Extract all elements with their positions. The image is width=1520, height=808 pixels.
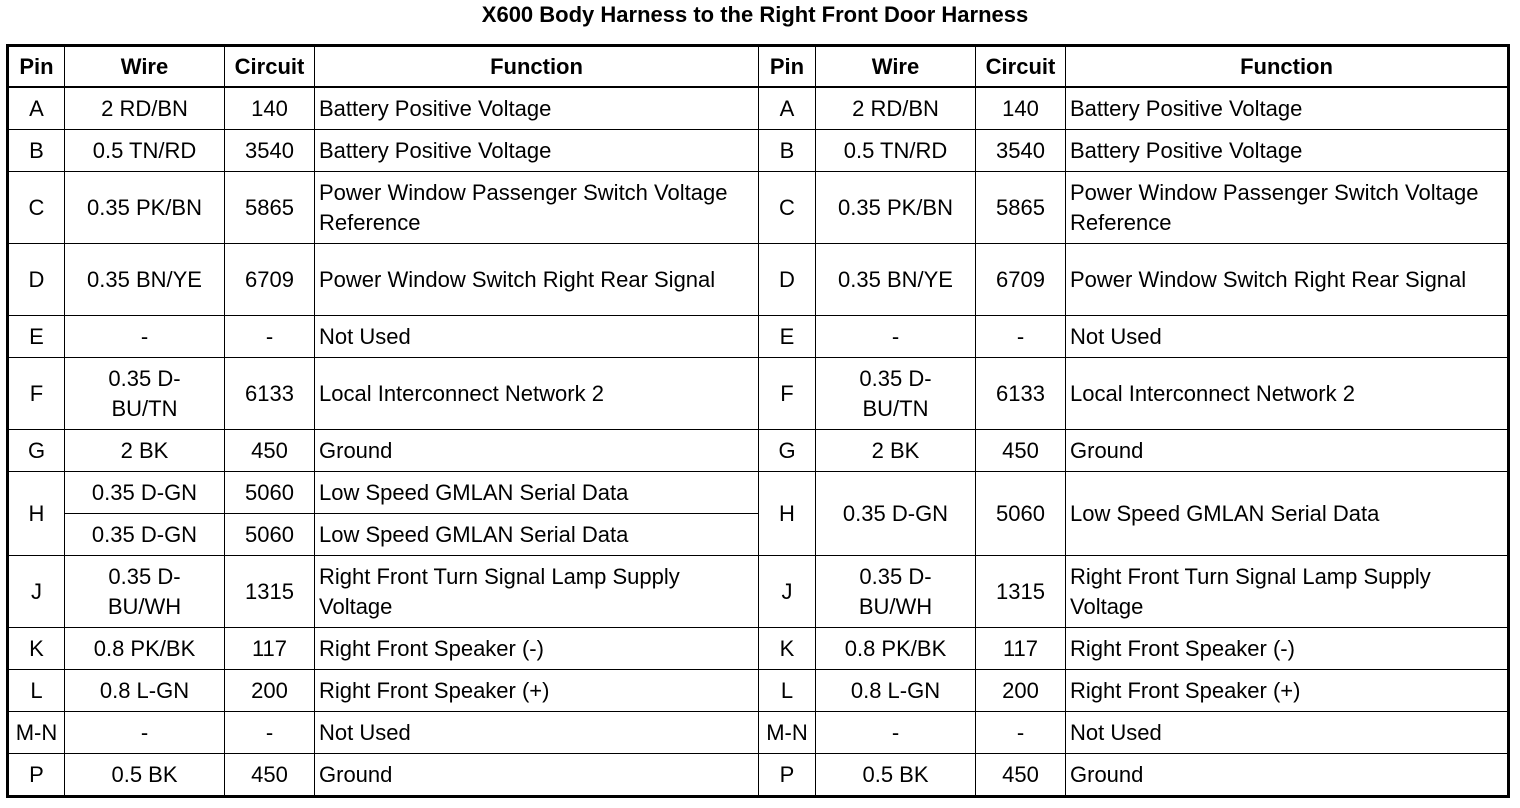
circuit-cell: 450 [976, 430, 1066, 472]
pin-cell: E [759, 316, 816, 358]
header-wire: Wire [816, 46, 976, 88]
pin-cell: F [8, 358, 65, 430]
function-cell: Local Interconnect Network 2 [315, 358, 759, 430]
harness-pinout-table [6, 44, 1510, 798]
wire-cell: 0.35 BN/YE [65, 244, 225, 316]
circuit-cell: 3540 [976, 130, 1066, 172]
wire-cell: 0.35 D-GN [65, 472, 225, 514]
header-circuit: Circuit [976, 46, 1066, 88]
wire-cell: 0.35 BN/YE [816, 244, 976, 316]
wire-cell: 0.35 D-GN [65, 514, 225, 556]
wire-cell: - [816, 712, 976, 754]
circuit-cell: 1315 [976, 556, 1066, 628]
function-cell: Not Used [315, 712, 759, 754]
pin-cell: A [759, 87, 816, 130]
function-cell: Ground [1066, 754, 1509, 797]
function-cell: Ground [1066, 430, 1509, 472]
function-cell: Not Used [315, 316, 759, 358]
pin-cell: E [8, 316, 65, 358]
wire-cell: 0.8 PK/BK [65, 628, 225, 670]
wire-cell: 0.35 D-BU/WH [65, 556, 225, 628]
table-row [8, 130, 1509, 172]
wire-cell: 2 BK [65, 430, 225, 472]
circuit-cell: 6133 [976, 358, 1066, 430]
wire-cell: - [65, 316, 225, 358]
header-pin: Pin [8, 46, 65, 88]
circuit-cell: - [976, 316, 1066, 358]
function-cell: Power Window Passenger Switch Voltage Reference [315, 172, 759, 244]
pin-cell: C [8, 172, 65, 244]
circuit-cell: - [225, 316, 315, 358]
circuit-cell: 6133 [225, 358, 315, 430]
pin-cell: A [8, 87, 65, 130]
circuit-cell: 5060 [225, 472, 315, 514]
wire-cell: 0.5 TN/RD [816, 130, 976, 172]
circuit-cell: 5060 [225, 514, 315, 556]
table-row [8, 87, 1509, 130]
pin-cell: K [759, 628, 816, 670]
circuit-cell: 3540 [225, 130, 315, 172]
wire-cell: 0.35 D-BU/TN [816, 358, 976, 430]
circuit-cell: 6709 [976, 244, 1066, 316]
function-cell: Ground [315, 430, 759, 472]
function-cell: Low Speed GMLAN Serial Data [1066, 472, 1509, 556]
pin-cell: B [759, 130, 816, 172]
pin-cell: H [759, 472, 816, 556]
function-cell: Low Speed GMLAN Serial Data [315, 472, 759, 514]
table-row [8, 670, 1509, 712]
pin-cell: B [8, 130, 65, 172]
pin-cell: F [759, 358, 816, 430]
function-cell: Battery Positive Voltage [1066, 130, 1509, 172]
circuit-cell: - [225, 712, 315, 754]
circuit-cell: 140 [225, 87, 315, 130]
function-cell: Power Window Switch Right Rear Signal [315, 244, 759, 316]
page-title: X600 Body Harness to the Right Front Door Harness [481, 2, 1029, 27]
circuit-cell: 200 [976, 670, 1066, 712]
header-function: Function [315, 46, 759, 88]
table-row [8, 430, 1509, 472]
pin-cell: D [8, 244, 65, 316]
circuit-cell: 5060 [976, 472, 1066, 556]
table-row [8, 244, 1509, 316]
wire-cell: 2 BK [816, 430, 976, 472]
pin-cell: J [8, 556, 65, 628]
circuit-cell: 140 [976, 87, 1066, 130]
wire-cell: 0.5 BK [65, 754, 225, 797]
pin-cell: G [759, 430, 816, 472]
table-row [8, 754, 1509, 797]
pin-cell: L [759, 670, 816, 712]
table-row [8, 316, 1509, 358]
pin-cell: P [759, 754, 816, 797]
table-row [8, 172, 1509, 244]
function-cell: Ground [315, 754, 759, 797]
wire-cell: 0.5 TN/RD [65, 130, 225, 172]
wire-cell: - [816, 316, 976, 358]
function-cell: Low Speed GMLAN Serial Data [315, 514, 759, 556]
wire-cell: 0.8 L-GN [65, 670, 225, 712]
function-cell: Right Front Speaker (-) [1066, 628, 1509, 670]
circuit-cell: 5865 [225, 172, 315, 244]
circuit-cell: 450 [225, 430, 315, 472]
function-cell: Right Front Speaker (+) [1066, 670, 1509, 712]
function-cell: Battery Positive Voltage [315, 130, 759, 172]
wire-cell: - [65, 712, 225, 754]
table-row [8, 556, 1509, 628]
wire-cell: 0.8 PK/BK [816, 628, 976, 670]
table-row [8, 472, 1509, 514]
circuit-cell: 5865 [976, 172, 1066, 244]
wire-cell: 0.35 D-BU/TN [65, 358, 225, 430]
wire-cell: 0.8 L-GN [816, 670, 976, 712]
table-row [8, 712, 1509, 754]
circuit-cell: 450 [225, 754, 315, 797]
wire-cell: 0.35 D-BU/WH [816, 556, 976, 628]
header-function: Function [1066, 46, 1509, 88]
pin-cell: M-N [759, 712, 816, 754]
function-cell: Not Used [1066, 316, 1509, 358]
pin-cell: H [8, 472, 65, 556]
wire-cell: 2 RD/BN [816, 87, 976, 130]
pin-cell: K [8, 628, 65, 670]
function-cell: Right Front Turn Signal Lamp Supply Voltage [1066, 556, 1509, 628]
pin-cell: L [8, 670, 65, 712]
wire-cell: 0.5 BK [816, 754, 976, 797]
circuit-cell: 117 [976, 628, 1066, 670]
function-cell: Right Front Turn Signal Lamp Supply Voltage [315, 556, 759, 628]
header-pin: Pin [759, 46, 816, 88]
pin-cell: G [8, 430, 65, 472]
function-cell: Right Front Speaker (-) [315, 628, 759, 670]
pin-cell: D [759, 244, 816, 316]
function-cell: Right Front Speaker (+) [315, 670, 759, 712]
pin-cell: P [8, 754, 65, 797]
wire-cell: 0.35 PK/BN [816, 172, 976, 244]
circuit-cell: 6709 [225, 244, 315, 316]
wire-cell: 2 RD/BN [65, 87, 225, 130]
header-wire: Wire [65, 46, 225, 88]
function-cell: Power Window Switch Right Rear Signal [1066, 244, 1509, 316]
function-cell: Battery Positive Voltage [1066, 87, 1509, 130]
wire-cell: 0.35 D-GN [816, 472, 976, 556]
circuit-cell: 1315 [225, 556, 315, 628]
pin-cell: J [759, 556, 816, 628]
function-cell: Battery Positive Voltage [315, 87, 759, 130]
circuit-cell: - [976, 712, 1066, 754]
table-row [8, 628, 1509, 670]
circuit-cell: 117 [225, 628, 315, 670]
header-circuit: Circuit [225, 46, 315, 88]
function-cell: Not Used [1066, 712, 1509, 754]
circuit-cell: 450 [976, 754, 1066, 797]
pin-cell: C [759, 172, 816, 244]
circuit-cell: 200 [225, 670, 315, 712]
wire-cell: 0.35 PK/BN [65, 172, 225, 244]
header-row [8, 46, 1509, 88]
function-cell: Power Window Passenger Switch Voltage Reference [1066, 172, 1509, 244]
pin-cell: M-N [8, 712, 65, 754]
table-row [8, 358, 1509, 430]
function-cell: Local Interconnect Network 2 [1066, 358, 1509, 430]
